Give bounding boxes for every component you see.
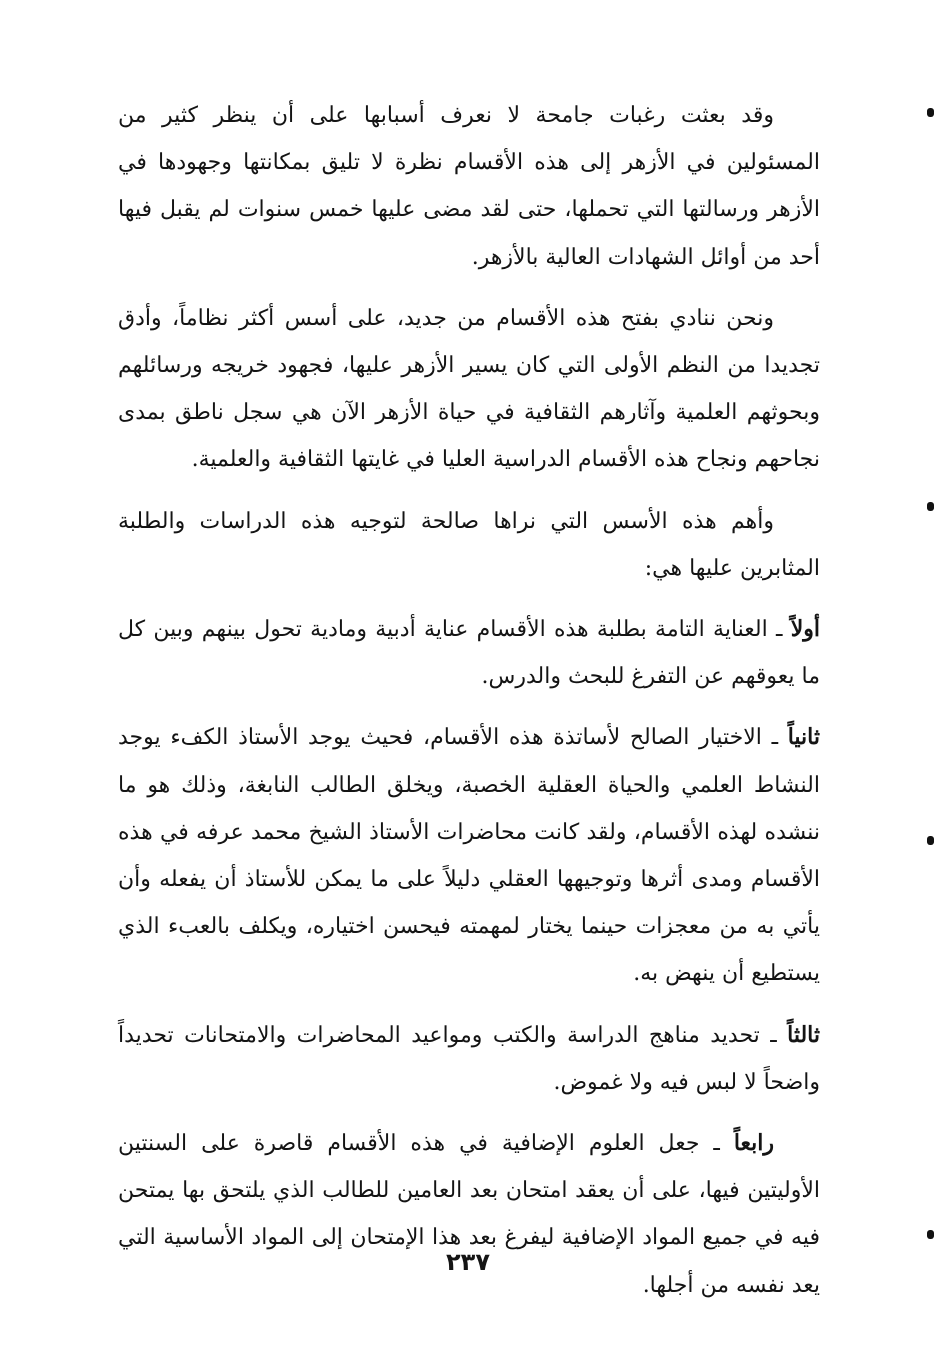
paragraph-6-lead: ثالثاً: [787, 1021, 820, 1048]
paragraph-5: [118, 714, 820, 997]
margin-mark: [927, 108, 934, 117]
paragraph-2: [118, 295, 820, 484]
paragraph-2-text: ونحن ننادي بفتح هذه الأقسام من جديد، على أسس أكثر نظاماً، وأدق تجديدا من النظم الأولى التي كان يسير الأزهر عليها، فجهود خريجه ورسائلهم وبحوثهم العلمية وآثارهم الثقافية في حياة الأزهر الآن هي سجل ناطق بمدى نجاحهم ونجاح هذه الأقسام الدراسية العليا في غايتها الثقافية والعلمية.: [118, 305, 820, 473]
paragraph-3-text: وأهم هذه الأسس التي نراها صالحة لتوجيه هذه الدراسات والطلبة المثابرين عليها هي:: [118, 508, 820, 581]
paragraph-6: [118, 1012, 820, 1106]
body-text: [118, 92, 820, 1323]
paragraph-3: [118, 498, 820, 592]
paragraph-4: [118, 606, 820, 700]
paragraph-5-lead: ثانياً: [787, 724, 820, 751]
paragraph-7-text: ـ جعل العلوم الإضافية في هذه الأقسام قاصرة على السنتين الأوليتين فيها، على أن يعقد امتحان بعد العامين للطالب الذي يلتحق بها يمتحن فيه في جميع المواد الإضافية ليفرغ بعد هذا الإمتحان إلى المواد الأساسية التي يعد نفسه من أجلها.: [118, 1131, 820, 1298]
margin-mark: [927, 836, 934, 845]
paragraph-1-text: وقد بعثت رغبات جامحة لا نعرف أسبابها على أن ينظر كثير من المسئولين في الأزهر إلى هذه الأقسام نظرة لا تليق بمكانتها وجهودها في الأزهر ورسالتها التي تحملها، حتى لقد مضى عليها خمس سنوات لم يقبل فيها أحد من أوائل الشهادات العالية بالأزهر.: [118, 103, 820, 270]
margin-mark: [927, 502, 934, 511]
paragraph-4-text: ـ العناية التامة بطلبة هذه الأقسام عناية أدبية ومادية تحول بينهم وبين كل ما يعوقهم عن التفرغ للبحث والدرس.: [118, 617, 820, 690]
paragraph-4-lead: أولاً: [790, 616, 820, 643]
paragraph-7: [118, 1120, 820, 1309]
margin-mark: [927, 1230, 934, 1239]
paragraph-7-lead: رابعاً: [733, 1130, 774, 1157]
paragraph-5-text: ـ الاختيار الصالح لأساتذة هذه الأقسام، فحيث يوجد الأستاذ الكفء يوجد النشاط العلمي والحياة العقلية الخصبة، ويخلق الطالب النابغة، وذلك هو ما ننشده لهذه الأقسام، ولقد كانت محاضرات الأستاذ الشيخ محمد عرفه في هذه الأقسام ومدى أثرها وتوجيهها العقلي دليلاً على ما يمكن للأستاذ أن يفعله وأن يأتي به من معجزات حينما يختار لمهمته فيحسن اختياره، ويكلف بالعبء الذي يستطيع أن ينهض به.: [118, 725, 820, 987]
paragraph-6-text: ـ تحديد مناهج الدراسة والكتب ومواعيد المحاضرات والامتحانات تحديداً واضحاً لا لبس فيه ولا غموض.: [118, 1022, 820, 1095]
paragraph-1: [118, 92, 820, 281]
page-number: ٢٣٧: [446, 1248, 490, 1276]
